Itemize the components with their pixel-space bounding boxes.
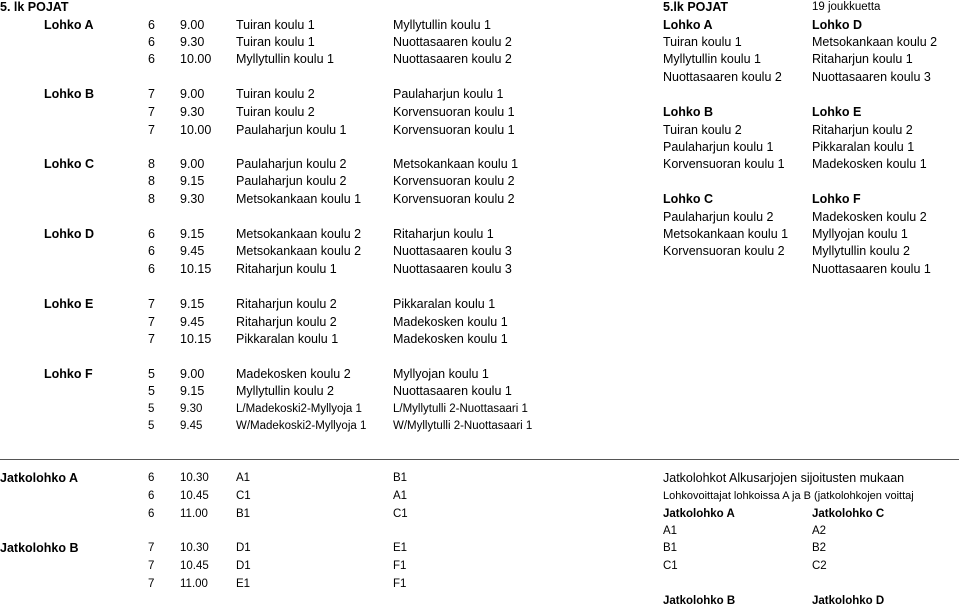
- group-label: Lohko D: [44, 227, 94, 241]
- row-away: Nuottasaaren koulu 3: [393, 262, 512, 276]
- row-grade: 7: [148, 87, 155, 101]
- group-label: Lohko C: [44, 157, 94, 171]
- row-home: Metsokankaan koulu 1: [236, 192, 362, 206]
- row-grade: 7: [148, 315, 155, 329]
- block-team: Pikkaralan koulu 1: [812, 140, 915, 154]
- row-away: B1: [393, 472, 408, 484]
- block-team: Nuottasaaren koulu 2: [663, 70, 782, 84]
- row-time: 9.30: [180, 192, 205, 206]
- row-grade: 7: [148, 542, 155, 554]
- block-heading: Lohko A: [663, 18, 713, 32]
- bottom-divider: [0, 459, 959, 460]
- row-away: Madekosken koulu 1: [393, 315, 508, 329]
- row-time: 9.30: [180, 105, 205, 119]
- group-label: Jatkolohko A: [0, 471, 79, 485]
- row-away: Ritaharjun koulu 1: [393, 227, 494, 241]
- block-team: Paulaharjun koulu 1: [663, 140, 774, 154]
- row-time: 11.00: [180, 508, 208, 520]
- row-time: 10.00: [180, 52, 212, 66]
- row-home: W/Madekoski2-Myllyoja 1: [236, 420, 367, 432]
- row-grade: 8: [148, 192, 155, 206]
- row-time: 9.45: [180, 315, 205, 329]
- row-home: Metsokankaan koulu 2: [236, 227, 362, 241]
- row-time: 9.00: [180, 87, 205, 101]
- left-title: 5. lk POJAT: [0, 0, 69, 14]
- jatko-heading: Jatkolohko B: [663, 595, 736, 607]
- row-grade: 7: [148, 123, 155, 137]
- right-title: 5.lk POJAT: [663, 0, 729, 14]
- row-grade: 6: [148, 18, 155, 32]
- row-grade: 6: [148, 227, 155, 241]
- note-line: Lohkovoittajat lohkoissa A ja B (jatkolohkojen voittaj: [663, 490, 914, 502]
- row-time: 9.15: [180, 174, 205, 188]
- row-time: 9.00: [180, 367, 205, 381]
- row-time: 9.15: [180, 297, 205, 311]
- block-team: Ritaharjun koulu 2: [812, 123, 913, 137]
- jatko-slot: C1: [663, 560, 678, 572]
- row-away: Madekosken koulu 1: [393, 332, 508, 346]
- row-home: D1: [236, 542, 251, 554]
- block-team: Ritaharjun koulu 1: [812, 52, 913, 66]
- row-home: Myllytullin koulu 2: [236, 384, 334, 398]
- block-team: Metsokankaan koulu 2: [812, 35, 938, 49]
- row-home: Tuiran koulu 2: [236, 105, 315, 119]
- row-grade: 7: [148, 578, 155, 590]
- row-home: Paulaharjun koulu 1: [236, 123, 347, 137]
- row-home: B1: [236, 508, 251, 520]
- row-time: 9.15: [180, 227, 205, 241]
- group-label: Jatkolohko B: [0, 541, 79, 555]
- block-heading: Lohko F: [812, 192, 861, 206]
- row-away: C1: [393, 508, 408, 520]
- group-label: Lohko E: [44, 297, 94, 311]
- row-home: Tuiran koulu 1: [236, 18, 315, 32]
- row-away: Myllyojan koulu 1: [393, 367, 489, 381]
- row-home: L/Madekoski2-Myllyoja 1: [236, 403, 362, 415]
- row-grade: 5: [148, 403, 155, 415]
- row-away: F1: [393, 560, 407, 572]
- jatko-slot: B1: [663, 542, 678, 554]
- block-team: Metsokankaan koulu 1: [663, 227, 789, 241]
- block-team: Madekosken koulu 2: [812, 210, 927, 224]
- row-time: 10.15: [180, 262, 212, 276]
- row-home: D1: [236, 560, 251, 572]
- block-team: Nuottasaaren koulu 1: [812, 262, 931, 276]
- row-grade: 5: [148, 367, 155, 381]
- row-time: 9.30: [180, 35, 205, 49]
- row-time: 9.00: [180, 157, 205, 171]
- group-label: Lohko A: [44, 18, 94, 32]
- row-home: E1: [236, 578, 251, 590]
- row-time: 10.00: [180, 123, 212, 137]
- row-time: 9.45: [180, 244, 205, 258]
- block-team: Nuottasaaren koulu 3: [812, 70, 931, 84]
- jatko-slot: B2: [812, 542, 827, 554]
- row-grade: 7: [148, 332, 155, 346]
- team-count: 19 joukkuetta: [812, 1, 881, 13]
- row-grade: 6: [148, 472, 155, 484]
- row-away: Nuottasaaren koulu 1: [393, 384, 512, 398]
- jatko-heading: Jatkolohko C: [812, 508, 885, 520]
- row-away: Korvensuoran koulu 2: [393, 192, 515, 206]
- row-home: Ritaharjun koulu 2: [236, 297, 337, 311]
- block-team: Tuiran koulu 1: [663, 35, 742, 49]
- row-away: Pikkaralan koulu 1: [393, 297, 496, 311]
- row-away: Korvensuoran koulu 1: [393, 105, 515, 119]
- row-away: L/Myllytulli 2-Nuottasaari 1: [393, 403, 528, 415]
- block-team: Myllyojan koulu 1: [812, 227, 908, 241]
- row-away: Paulaharjun koulu 1: [393, 87, 504, 101]
- row-home: Pikkaralan koulu 1: [236, 332, 339, 346]
- row-time: 9.00: [180, 18, 205, 32]
- row-time: 10.45: [180, 560, 209, 572]
- block-team: Korvensuoran koulu 1: [663, 157, 785, 171]
- row-home: Metsokankaan koulu 2: [236, 244, 362, 258]
- row-grade: 7: [148, 297, 155, 311]
- jatko-slot: A2: [812, 525, 827, 537]
- row-grade: 7: [148, 105, 155, 119]
- row-home: Paulaharjun koulu 2: [236, 174, 347, 188]
- row-away: Nuottasaaren koulu 2: [393, 35, 512, 49]
- group-label: Lohko F: [44, 367, 93, 381]
- row-away: Korvensuoran koulu 1: [393, 123, 515, 137]
- row-away: E1: [393, 542, 408, 554]
- row-time: 10.15: [180, 332, 212, 346]
- row-grade: 6: [148, 52, 155, 66]
- block-team: Myllytullin koulu 2: [812, 244, 910, 258]
- row-home: Paulaharjun koulu 2: [236, 157, 347, 171]
- row-grade: 5: [148, 420, 155, 432]
- note-line: Jatkolohkot Alkusarjojen sijoitusten mukaan: [663, 471, 905, 485]
- row-home: Tuiran koulu 1: [236, 35, 315, 49]
- row-home: Madekosken koulu 2: [236, 367, 351, 381]
- row-away: Nuottasaaren koulu 2: [393, 52, 512, 66]
- row-time: 9.30: [180, 403, 203, 415]
- row-home: Myllytullin koulu 1: [236, 52, 334, 66]
- row-time: 9.45: [180, 420, 203, 432]
- jatko-slot: C2: [812, 560, 827, 572]
- row-away: W/Myllytulli 2-Nuottasaari 1: [393, 420, 533, 432]
- row-home: Ritaharjun koulu 1: [236, 262, 337, 276]
- row-grade: 6: [148, 35, 155, 49]
- block-heading: Lohko C: [663, 192, 713, 206]
- block-team: Myllytullin koulu 1: [663, 52, 761, 66]
- block-team: Madekosken koulu 1: [812, 157, 927, 171]
- row-time: 10.45: [180, 490, 209, 502]
- row-grade: 6: [148, 262, 155, 276]
- row-grade: 8: [148, 157, 155, 171]
- row-away: A1: [393, 490, 408, 502]
- row-away: Metsokankaan koulu 1: [393, 157, 519, 171]
- block-heading: Lohko E: [812, 105, 862, 119]
- block-team: Tuiran koulu 2: [663, 123, 742, 137]
- row-time: 10.30: [180, 542, 209, 554]
- row-away: F1: [393, 578, 407, 590]
- row-grade: 6: [148, 244, 155, 258]
- row-home: C1: [236, 490, 251, 502]
- row-time: 10.30: [180, 472, 209, 484]
- row-away: Korvensuoran koulu 2: [393, 174, 515, 188]
- jatko-slot: A1: [663, 525, 678, 537]
- row-grade: 6: [148, 490, 155, 502]
- row-away: Nuottasaaren koulu 3: [393, 244, 512, 258]
- jatko-heading: Jatkolohko A: [663, 508, 735, 520]
- row-grade: 8: [148, 174, 155, 188]
- row-grade: 6: [148, 508, 155, 520]
- block-heading: Lohko B: [663, 105, 713, 119]
- row-time: 9.15: [180, 384, 205, 398]
- block-team: Paulaharjun koulu 2: [663, 210, 774, 224]
- row-away: Myllytullin koulu 1: [393, 18, 491, 32]
- block-team: Korvensuoran koulu 2: [663, 244, 785, 258]
- row-home: Ritaharjun koulu 2: [236, 315, 337, 329]
- row-time: 11.00: [180, 578, 208, 590]
- block-heading: Lohko D: [812, 18, 862, 32]
- row-home: A1: [236, 472, 251, 484]
- group-label: Lohko B: [44, 87, 94, 101]
- row-home: Tuiran koulu 2: [236, 87, 315, 101]
- row-grade: 5: [148, 384, 155, 398]
- row-grade: 7: [148, 560, 155, 572]
- jatko-heading: Jatkolohko D: [812, 595, 885, 607]
